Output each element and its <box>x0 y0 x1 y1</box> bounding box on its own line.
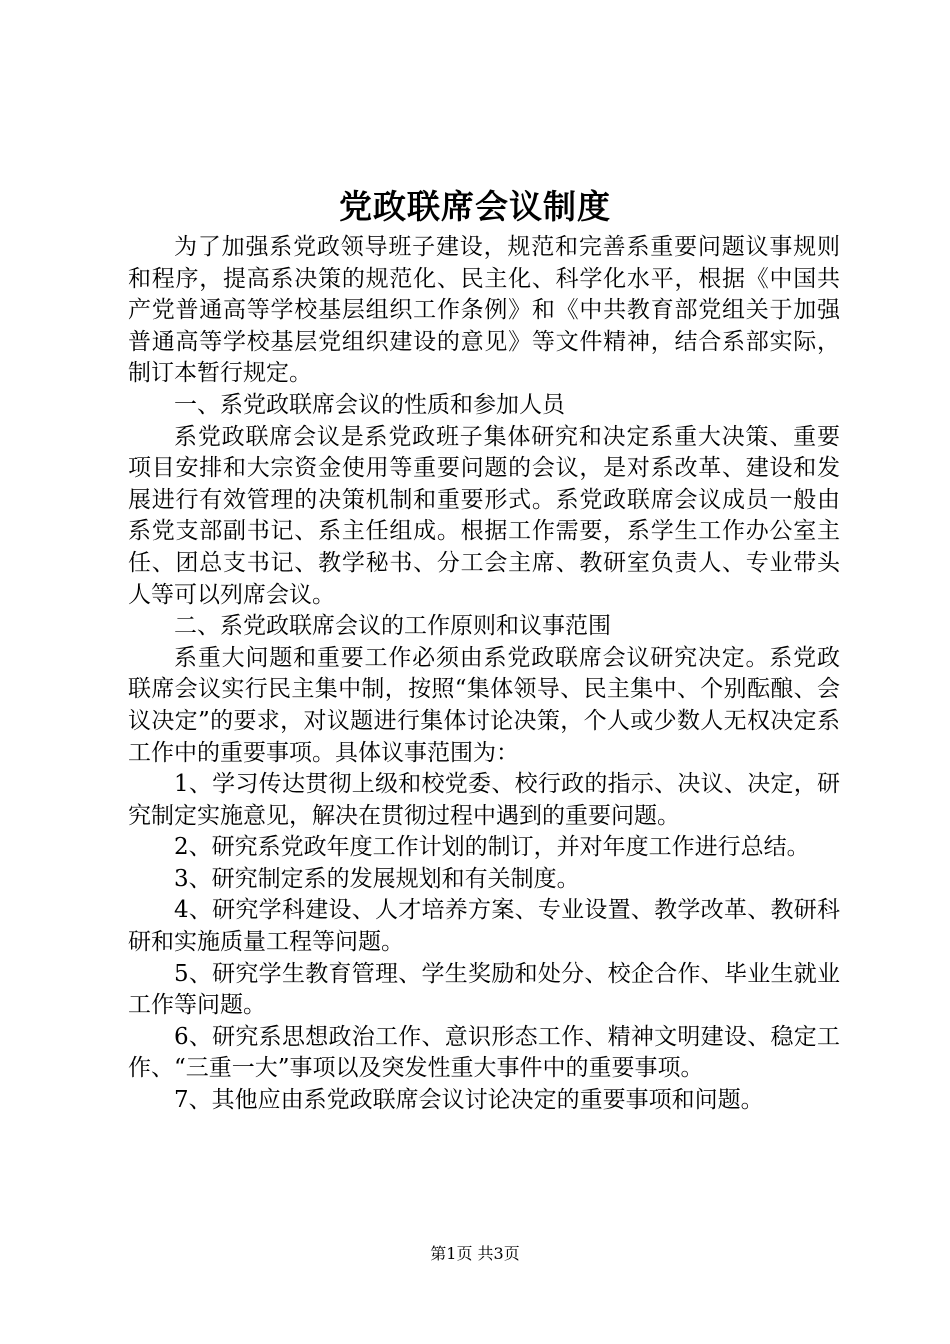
page-number: 第1页 共3页 <box>430 1244 520 1263</box>
paragraph-nature: 系党政联席会议是系党政班子集体研究和决定系重大决策、重要项目安排和大宗资金使用等重要问题的会议，是对系改革、建设和发展进行有效管理的决策机制和重要形式。系党政联席会议成员一般由系党支部副书记、系主任组成。根据工作需要，系学生工作办公室主任、团总支书记、教学秘书、分工会主席、教研室负责人、专业带头人等可以列席会议。 <box>128 423 840 608</box>
paragraph-principles: 系重大问题和重要工作必须由系党政联席会议研究决定。系党政联席会议实行民主集中制，按照“集体领导、民主集中、个别酝酿、会议决定”的要求，对议题进行集体讨论决策，个人或少数人无权决定系工作中的重要事项。具体议事范围为： <box>128 644 840 766</box>
list-item-5: 5、研究学生教育管理、学生奖励和处分、校企合作、毕业生就业工作等问题。 <box>128 960 840 1019</box>
list-item-1: 1、学习传达贯彻上级和校党委、校行政的指示、决议、决定，研究制定实施意见，解决在贯彻过程中遇到的重要问题。 <box>128 771 840 829</box>
document-title: 党政联席会议制度 <box>339 187 611 226</box>
list-item-3: 3、研究制定系的发展规划和有关制度。 <box>174 865 580 892</box>
document-body <box>128 232 840 1117</box>
section-heading-2: 二、系党政联席会议的工作原则和议事范围 <box>174 613 611 640</box>
list-item-2: 2、研究系党政年度工作计划的制订，并对年度工作进行总结。 <box>174 834 810 861</box>
list-item-6: 6、研究系思想政治工作、意识形态工作、精神文明建设、稳定工作、“三重一大”事项以及突发性重大事件中的重要事项。 <box>128 1023 840 1082</box>
list-item-4: 4、研究学科建设、人才培养方案、专业设置、教学改革、教研科研和实施质量工程等问题。 <box>128 897 840 956</box>
paragraph-intro: 为了加强系党政领导班子建设，规范和完善系重要问题议事规则和程序，提高系决策的规范化、民主化、科学化水平，根据《中国共产党普通高等学校基层组织工作条例》和《中共教育部党组关于加强普通高等学校基层党组织建设的意见》等文件精神，结合系部实际，制订本暂行规定。 <box>128 234 840 387</box>
list-item-7: 7、其他应由系党政联席会议讨论决定的重要事项和问题。 <box>174 1087 764 1114</box>
section-heading-1: 一、系党政联席会议的性质和参加人员 <box>174 391 565 418</box>
